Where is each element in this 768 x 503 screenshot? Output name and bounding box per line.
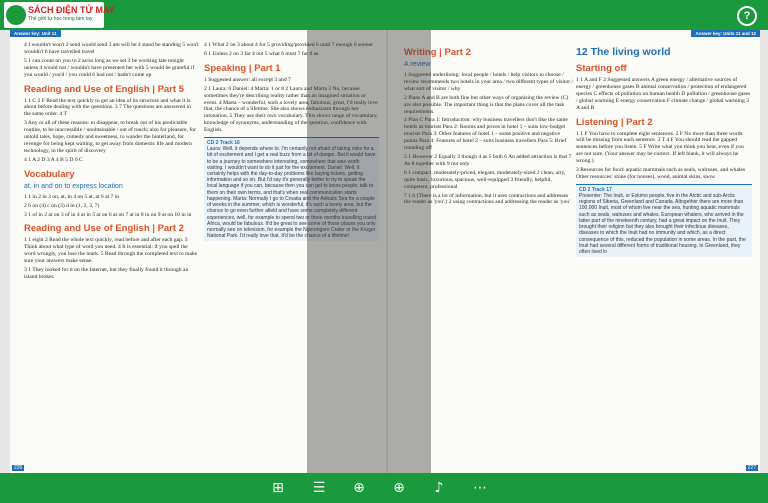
page-turn-shade [307,30,431,473]
speaker-icon: ♪ [434,480,444,496]
arrow-right-circle-icon: ⊕ [353,480,365,496]
page-number: 227 [747,465,756,471]
answer-block: 3 1 of in 2 at on 3 of in 4 at in 5 at on 6 at on 7 at in 8 in on 9 at on 10 in in [24,211,192,218]
transcript-text: Laura: Well, it depends where to. I'm certainly not afraid of taking risks for a bit of excitement and I get a real buzz from a bit of danger. But it would have to be a journey to somewhere interesting, somewhere that was worth visiting. I wouldn't want to do it just for the excitement. Daniel: Well, it certainly helps with the day-to-day problems like buying tickets, getting information and so on. But I'd say it's generally better to try to speak the local language if you can, because then you can get to know people, talk to them on their own terms, and that's when real communication starts happening. Marta: Normally I go to Croatia and the Adriatic Sea for a couple of weeks in the summer, which is wonderful, it's such a lovely area, but the chance to go even further afield and have some completely different experiences, well, for example to spend two or three months travelling round Africa, would be fabulous. It'd be great to see some of those places you only normally see on television, for example the Ngorongoro Crater or the Kruger National Park. I'd really love that. It'd be the chance of a lifetime! [207,146,376,240]
right-page-header: Answer key: Units 11 and 12 [691,30,760,37]
answer-block: 4 1 What 2 on 3 about 4 for 5 providing/provided 6 until 7 enough 8 sooner [204,42,373,48]
more-button[interactable] [472,480,488,496]
bottom-toolbar [0,473,768,503]
table-of-contents-button[interactable] [311,480,327,496]
answer-block: 6 1 compact, moderately-priced, elegant, moderately-sized 2 clean, airy, quite basic, luxurious, spacious, well-equipped 3 friendly, helpful, competent, professional [404,169,566,190]
answer-block: 1 Suggested underlining: local people / hotels / help visitors to choose / review recommends two hotels in your area / two different types of visitor / what sort of visitor / why [404,72,574,92]
audio-transcript-box [576,184,752,257]
section-subheading: at, in and on to express location [24,182,123,190]
answer-block: 1 1 A and F 2 Suggested answers A green energy / alternative sources of energy / greenhouse gases B animal conservation / protection of endangered species C effects of pollution on human health D pollution / greenhouse gases / global warming E energy conservation F climate change / global warming 3 A and B [576,77,751,111]
left-column-1 [24,42,199,283]
unit-title: 12 The living world [576,46,671,58]
answer-block: 6 1 Unless 2 on 3 far 4 out 5 what 6 most 7 far 8 as [204,50,319,57]
next-page-button[interactable] [351,480,367,496]
section-heading: Starting off [576,63,627,74]
answer-block: 4 1 A 2 D 3 A 4 B 5 D 6 C [24,156,83,163]
logo-tagline: Thế giới tự học trong tầm tay [28,16,93,22]
grid-view-button[interactable] [270,480,286,496]
answer-block: 5 1 can count on you to 2 as/so long as we set 3 be working late tonight unless 4 would not / wouldn't have presented her with 5 would be grateful if you would / you'd / you could 6 had not / hadn't come up [24,57,195,78]
section-heading: Reading and Use of English | Part 2 [24,223,184,235]
section-heading: Writing | Part 2 [404,47,471,58]
answer-block: 5 1 However 2 Equally 3 though 4 as 5 both 6 An added attraction is that 7 As 8 together with 9 not only [404,153,572,167]
zoom-button[interactable] [391,480,407,496]
section-subheading: A review [404,61,431,68]
answer-block: 1 1 eight 2 Read the whole text quickly, read before and after each gap. 3 Think about what type of word you need. 4 It is essential: if you spell the word wrongly, you lose the mark. 5 Read through the completed text to make sure your answers make sense. [24,237,198,265]
answer-block: 4 I wouldn't won't 2 send would send 3 am will be 4 stand be standing 5 won't wouldn't 6 have travelled travel [24,42,199,55]
answer-block: 7 1 b (There is a lot of information, but it uses contractions and addresses the reader as 'you'.) 2 using contractions and addressing the reader as 'you' [404,192,571,206]
right-column-2 [576,42,752,260]
logo-mark-icon [6,5,26,25]
more-icon: ⋯ [473,480,487,496]
help-icon: ? [743,10,751,22]
audio-button[interactable] [431,480,447,496]
answer-block: 2 b on (4) c on (3) d in (1, 2, 3, 7) [24,202,100,209]
right-page [388,30,760,473]
help-button[interactable] [737,6,757,26]
answer-block: 2 1 Laura: 6 Daniel: 4 Marta: 1 or 8 2 Laura and Marta 3 No, because sometimes they're describing reality rather than an imagined situation or event. 4 Marta – wonderful, such a lovely area, fabulous, great, I'd really love that, the chance of a lifetime. She also shows enthusiasm through her intonation. 5 They use their own vocabulary. This shows range of vocabulary, knowledge of synonyms, understanding of the question, confidence with English. [204,85,378,134]
answer-block: 3 1 They looked for it on the Internet, but they finally found it through an island broker. [24,267,189,280]
answer-block: 1 Suggested answer: all except 3 and 7 [204,76,291,83]
zoom-in-icon: ⊕ [393,480,405,496]
answer-block: 1 1 in 2 in 3 on, at, in 4 on 5 at, at 6 at 7 in [24,193,120,200]
answer-block: 4 Plan C Para 1: Introduction: why business travellers don't like the same hotels as tourists Para 2: Rooms and prices in hotel 1 – suits low-budget tourists Para 3: Other features of hotel 1 – some positive and negative points Para 4: Features of hotel 2 – suits business travellers Para 5: Brief rounding off [404,117,568,152]
transcript-text: Presenter: The Inuit, or Eskimo people, live in the Arctic and sub-Arctic regions of Siberia, Greenland and Canada. Altogether there are more than 100,000 Inuit, most of whom live near the sea, hunting aquatic mammals such as seals, walruses and whales. European whalers, who arrived in the latter part of the nineteenth century, had a great impact on the Inuit. They brought their religion but they also brought their infectious diseases, diseases to which the Inuit had no immunity and which, as a direct consequence of this, reduced the population in some areas. In the past, the Inuit had several different forms of traditional housing. In Greenland, they often lived in [579,193,746,255]
transcript-title: CD 2 Track 17 [579,186,612,193]
page-number: 226 [14,465,23,471]
section-heading: Speaking | Part 1 [204,62,281,74]
grid-icon: ⊞ [272,480,284,496]
app-logo[interactable] [4,2,115,28]
section-heading: Listening | Part 2 [576,116,653,128]
section-heading: Vocabulary [24,168,75,180]
left-page-header: Answer key: Unit 11 [10,30,61,37]
section-heading: Reading and Use of English | Part 5 [24,83,184,95]
answer-block: 1 1 C 2 F Read the text quickly to get an idea of its structure and what it is about before dealing with the questions. 3 7 The questions are answered in the same order. 4 T [24,97,191,118]
logo-name: SÁCH ĐIỆN TỬ MAY [28,5,115,15]
transcript-title: CD 2 Track 16 [207,140,240,147]
answer-block: 3 Any or all of these reasons: to disappear, to break out of his predictable routine, to be inaccessible / unobtainable / out of touch; also for pleasure, for untold tales, hope, comedy and sweetness, to wander the hinterland, for revenge for being kept waiting, to get away from domestic life and modern technology, in the spirit of discovery [24,120,196,154]
top-bar [0,0,768,30]
list-icon: ☰ [312,480,326,496]
answer-block: 3 Resources for food: aquatic mammals such as seals, walruses, and whales Other resources: stone (for houses), wood, animal skins, snow [576,167,746,180]
answer-block: 2 Plans A and B are both fine but other ways of organising the review (C) are also possible. The important thing is that the plans cover all the task requirements. [404,94,569,115]
answer-block: 1 1 F You have to complete eight sentences. 2 F No more than three words will be missing from each sentence. 3 T 4 F You should read the gapped sentences before you listen. 5 F Write what you think you hear, even if you are not sure. (Your answer may be correct. If left blank, it will always be wrong.) [576,130,744,165]
